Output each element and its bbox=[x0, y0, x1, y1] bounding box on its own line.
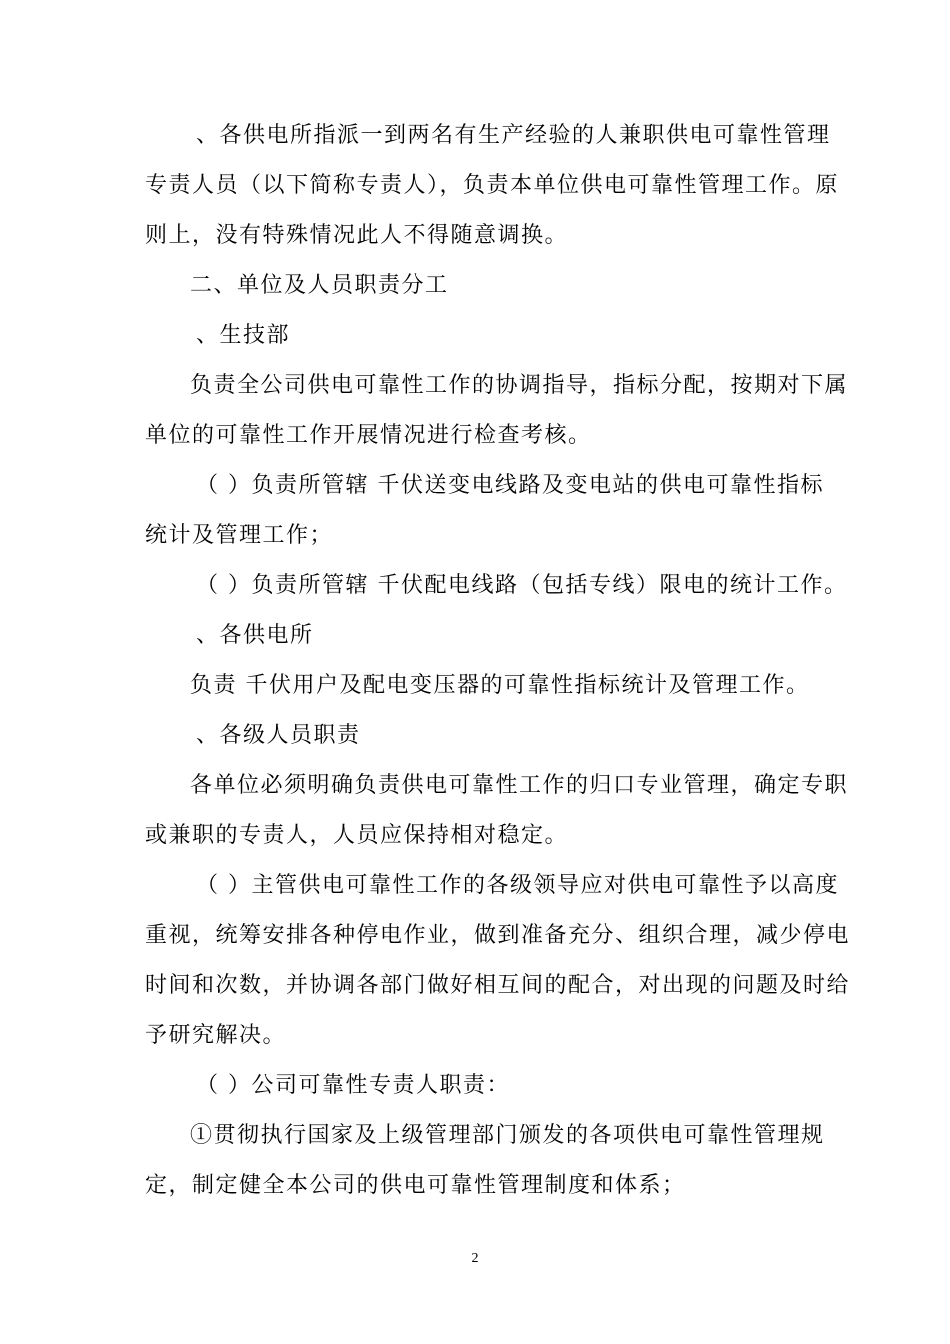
subsection-heading: 、各供电所 bbox=[196, 623, 314, 648]
text-line: 予研究解决。 bbox=[145, 1023, 287, 1048]
text-line: 统计及管理工作； bbox=[145, 523, 334, 548]
text-line: 单位的可靠性工作开展情况进行检查考核。 bbox=[145, 423, 592, 448]
text-line: 负责 千伏用户及配电变压器的可靠性指标统计及管理工作。 bbox=[190, 673, 810, 698]
section-heading: 二、单位及人员职责分工 bbox=[190, 273, 449, 298]
text-line: （ ）负责所管辖 千伏送变电线路及变电站的供电可靠性指标 bbox=[196, 473, 824, 498]
text-line: ①贯彻执行国家及上级管理部门颁发的各项供电可靠性管理规 bbox=[190, 1123, 825, 1148]
text-line: （ ）主管供电可靠性工作的各级领导应对供电可靠性予以高度 bbox=[196, 873, 839, 898]
text-line: 、各供电所指派一到两名有生产经验的人兼职供电可靠性管理 bbox=[196, 123, 831, 148]
text-line: 重视，统筹安排各种停电作业，做到准备充分、组织合理，减少停电 bbox=[145, 923, 851, 948]
text-line: 负责全公司供电可靠性工作的协调指导，指标分配，按期对下属 bbox=[190, 373, 849, 398]
page-number: 2 bbox=[471, 1251, 479, 1266]
text-line: 则上，没有特殊情况此人不得随意调换。 bbox=[145, 223, 569, 248]
text-line: 各单位必须明确负责供电可靠性工作的归口专业管理，确定专职 bbox=[190, 773, 849, 798]
subsection-heading: 、各级人员职责 bbox=[196, 723, 361, 748]
text-line: 时间和次数，并协调各部门做好相互间的配合，对出现的问题及时给 bbox=[145, 973, 851, 998]
subsection-heading: 、生技部 bbox=[196, 323, 291, 348]
text-line: 专责人员（以下简称专责人），负责本单位供电可靠性管理工作。原 bbox=[145, 173, 840, 198]
text-line: 或兼职的专责人，人员应保持相对稳定。 bbox=[145, 823, 569, 848]
text-line: 定，制定健全本公司的供电可靠性管理制度和体系； bbox=[145, 1173, 686, 1198]
text-line: （ ）公司可靠性专责人职责： bbox=[196, 1073, 510, 1098]
text-line: （ ）负责所管辖 千伏配电线路（包括专线）限电的统计工作。 bbox=[196, 573, 848, 598]
